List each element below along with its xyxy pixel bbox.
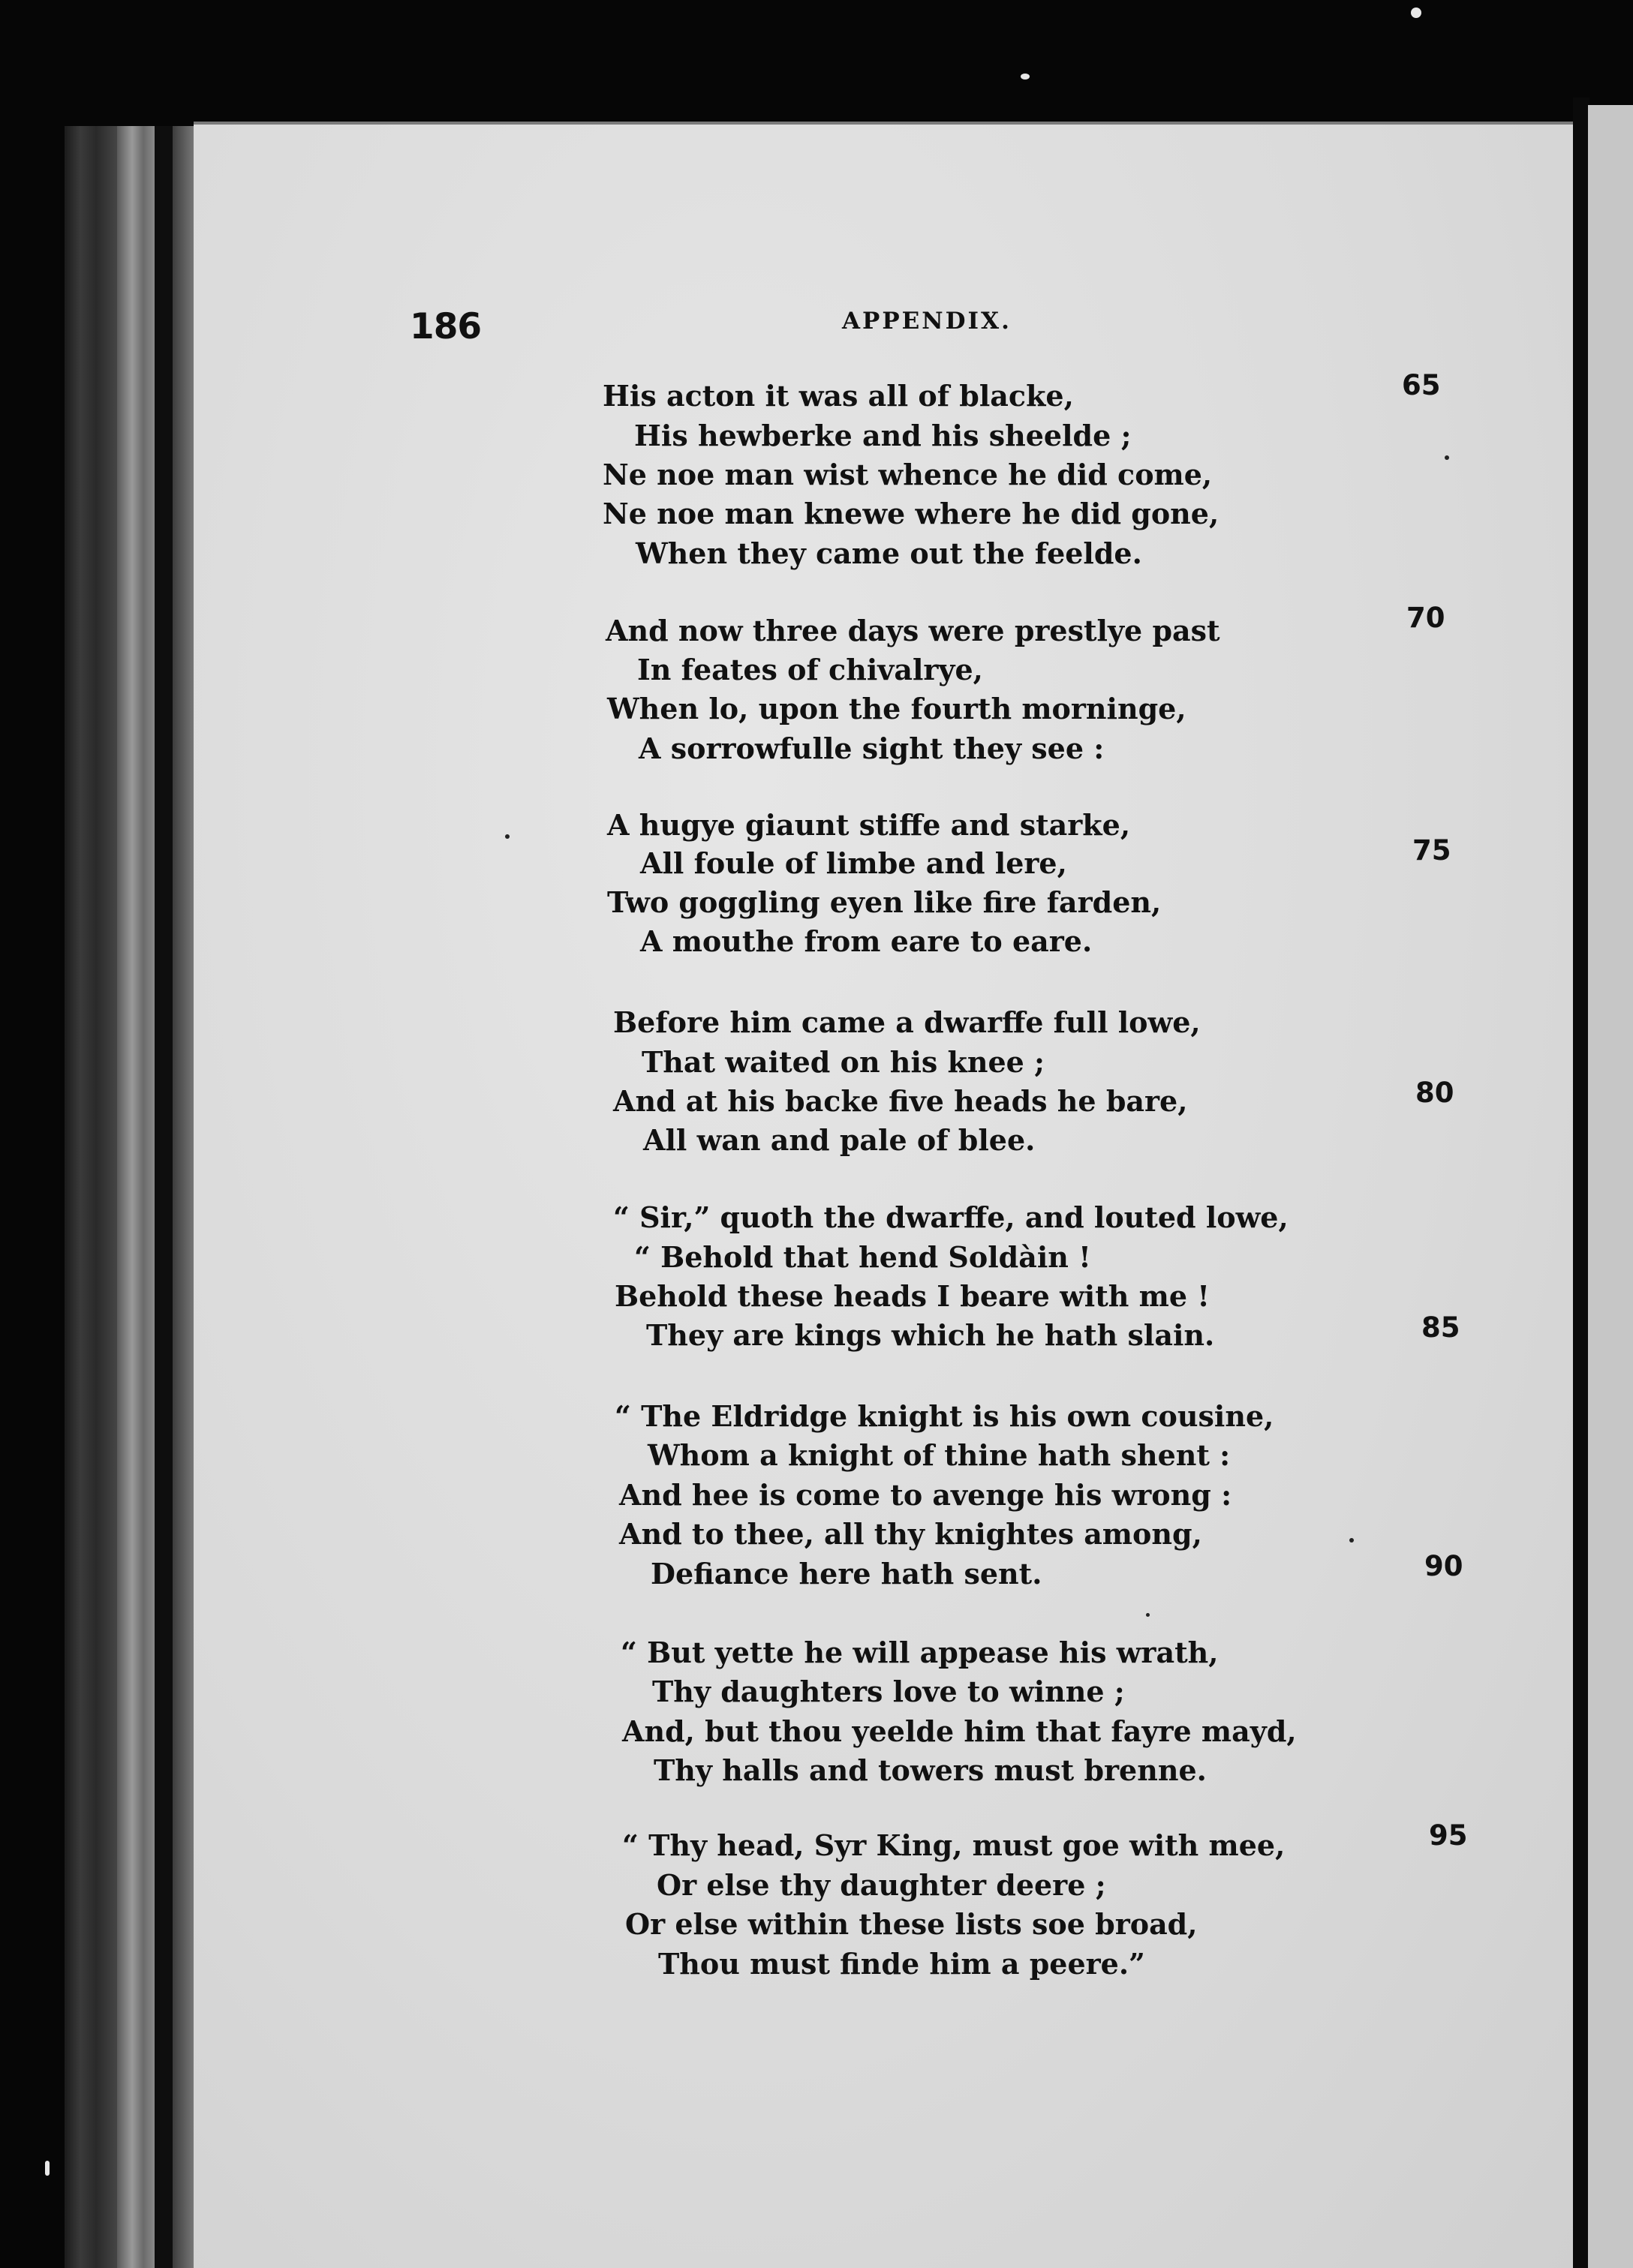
line-number: 80 bbox=[1415, 1077, 1454, 1109]
book-edge bbox=[173, 126, 195, 2268]
poem-line: Or else thy daughter deere ; bbox=[657, 1868, 1106, 1902]
dust-speck bbox=[1349, 1538, 1354, 1543]
poem-line: A hugye giaunt stiffe and starke, bbox=[607, 808, 1131, 842]
running-head: APPENDIX. bbox=[842, 308, 1012, 335]
poem-line: When lo, upon the fourth morninge, bbox=[607, 692, 1186, 725]
poem-line: Thou must finde him a peere.” bbox=[658, 1947, 1145, 1981]
poem-line: Two goggling eyen like fire farden, bbox=[607, 885, 1162, 919]
poem-line: All wan and pale of blee. bbox=[643, 1123, 1036, 1157]
poem-line: And, but thou yeelde him that fayre mayd, bbox=[622, 1714, 1297, 1748]
poem-line: That waited on his knee ; bbox=[642, 1045, 1045, 1079]
line-number: 90 bbox=[1424, 1550, 1463, 1582]
facing-page-edge bbox=[1588, 105, 1633, 2268]
poem-line: “ Sir,” quoth the dwarffe, and louted lowe, bbox=[613, 1200, 1289, 1234]
poem-line: Ne noe man knewe where he did gone, bbox=[603, 497, 1219, 530]
poem-line: A mouthe from eare to eare. bbox=[640, 924, 1093, 958]
dust-speck bbox=[1021, 74, 1030, 80]
poem-line: Before him came a dwarffe full lowe, bbox=[613, 1005, 1201, 1039]
poem-line: And now three days were prestlye past bbox=[606, 614, 1220, 647]
dust-speck bbox=[1411, 8, 1421, 18]
dust-speck bbox=[45, 2161, 50, 2176]
book-edge bbox=[117, 126, 155, 2268]
poem-line: Behold these heads I beare with me ! bbox=[615, 1279, 1210, 1313]
page-gutter bbox=[1573, 98, 1589, 2268]
line-number: 95 bbox=[1429, 1819, 1468, 1852]
poem-line: Thy daughters love to winne ; bbox=[652, 1675, 1125, 1708]
poem-line: His hewberke and his sheelde ; bbox=[634, 419, 1132, 452]
poem-line: “ But yette he will appease his wrath, bbox=[621, 1636, 1219, 1669]
poem-line: “ Thy head, Syr King, must goe with mee, bbox=[622, 1828, 1286, 1862]
poem-line: His acton it was all of blacke, bbox=[603, 379, 1074, 413]
poem-line: Thy halls and towers must brenne. bbox=[654, 1753, 1207, 1787]
poem-line: And hee is come to avenge his wrong : bbox=[619, 1478, 1232, 1512]
poem-line: Whom a knight of thine hath shent : bbox=[648, 1438, 1231, 1472]
poem-line: “ The Eldridge knight is his own cousine, bbox=[615, 1399, 1274, 1433]
poem-line: All foule of limbe and lere, bbox=[640, 846, 1067, 880]
line-number: 70 bbox=[1406, 602, 1445, 634]
poem-line: Defiance here hath sent. bbox=[651, 1557, 1042, 1591]
poem-line: In feates of chivalrye, bbox=[637, 653, 983, 686]
page-number: 186 bbox=[410, 306, 482, 347]
line-number: 85 bbox=[1421, 1311, 1460, 1344]
poem-line: And to thee, all thy knightes among, bbox=[619, 1517, 1202, 1551]
dust-speck bbox=[1146, 1613, 1150, 1617]
poem-line: And at his backe five heads he bare, bbox=[613, 1084, 1188, 1118]
line-number: 65 bbox=[1402, 369, 1441, 401]
poem-line: Ne noe man wist whence he did come, bbox=[603, 458, 1213, 491]
dust-speck bbox=[505, 834, 510, 839]
poem-line: When they came out the feelde. bbox=[636, 536, 1142, 570]
dust-speck bbox=[1445, 455, 1449, 460]
poem-line: “ Behold that hend Soldàin ! bbox=[634, 1240, 1091, 1274]
poem-line: Or else within these lists soe broad, bbox=[625, 1907, 1198, 1941]
line-number: 75 bbox=[1412, 834, 1451, 867]
book-edge bbox=[65, 126, 117, 2268]
poem-line: They are kings which he hath slain. bbox=[646, 1318, 1215, 1352]
poem-line: A sorrowfulle sight they see : bbox=[639, 731, 1105, 765]
book-edge bbox=[155, 126, 173, 2268]
